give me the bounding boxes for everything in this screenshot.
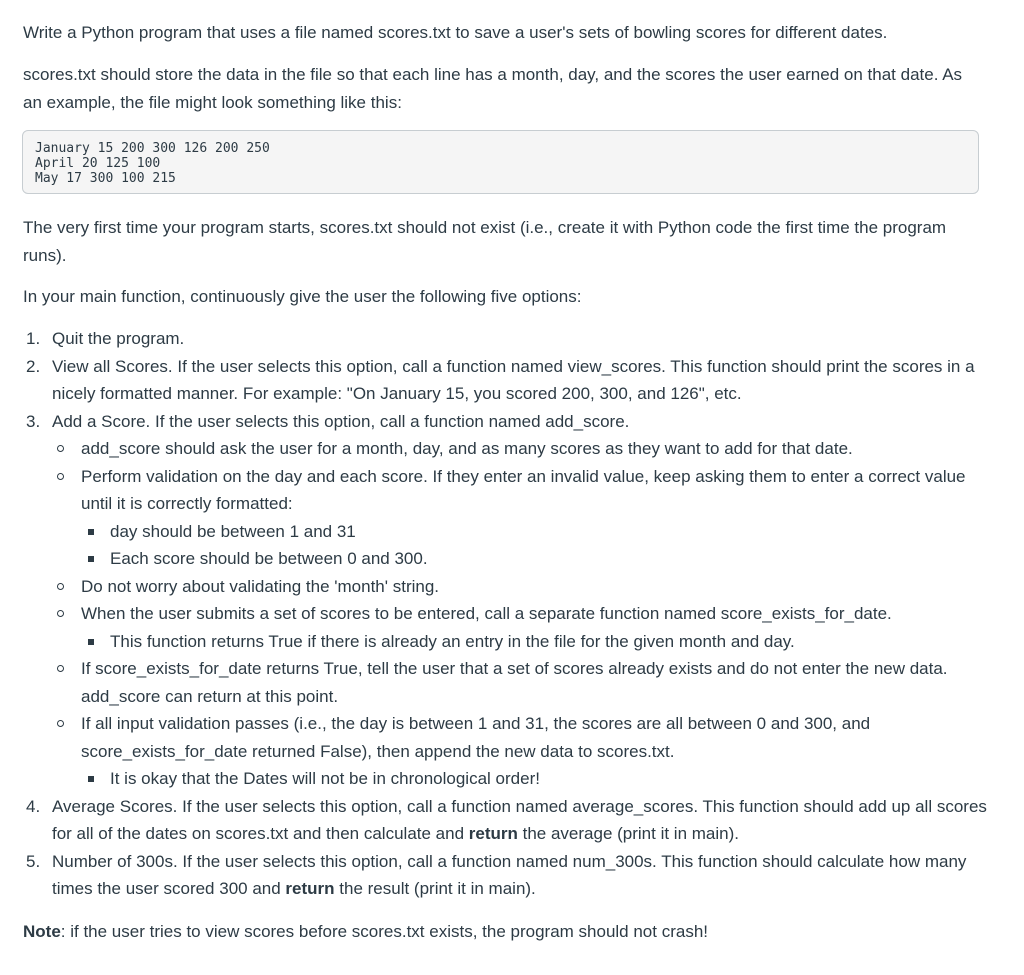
- sub-item: Do not worry about validating the 'month' string.: [52, 573, 994, 601]
- sub-item: When the user submits a set of scores to be entered, call a separate function named score_exists_for_date. This function returns True if there is already an entry in the file for the given month and day.: [52, 600, 994, 655]
- add-score-details: [52, 435, 994, 793]
- file-description-paragraph: scores.txt should store the data in the file so that each line has a month, day, and the scores the user earned on that date. As an example, the file might look something like this:: [23, 65, 963, 112]
- sub-sub-item: It is okay that the Dates will not be in chronological order!: [81, 765, 994, 793]
- circle-bullet-icon: [57, 665, 64, 672]
- sub-item: Perform validation on the day and each score. If they enter an invalid value, keep asking them to enter a correct value until it is correctly formatted: day should be between 1 and 31 Each score should be between 0 and 300.: [52, 463, 994, 573]
- note-paragraph: [23, 918, 984, 946]
- code-line: January 15 200 300 126 200 250: [35, 141, 270, 156]
- sub-sub-item: Each score should be between 0 and 300.: [81, 545, 994, 573]
- option-text: Quit the program.: [52, 329, 185, 348]
- option-quit: [23, 325, 994, 353]
- option-add-score: [23, 408, 994, 793]
- square-bullet-icon: [88, 556, 94, 562]
- sub-sub-item: This function returns True if there is already an entry in the file for the given month and day.: [81, 628, 994, 656]
- intro-paragraph: Write a Python program that uses a file named scores.txt to save a user's sets of bowling scores for different dates.: [23, 23, 888, 42]
- note-label: Note: [23, 922, 61, 941]
- circle-bullet-icon: [57, 583, 64, 590]
- option-number: 5.: [26, 851, 41, 871]
- sub-item: If score_exists_for_date returns True, tell the user that a set of scores already exists and do not enter the new data. add_score can return at this point.: [52, 655, 994, 710]
- first-run-paragraph: The very first time your program starts, scores.txt should not exist (i.e., create it with Python code the first time the program runs).: [23, 218, 947, 265]
- option-average-scores: 4. Average Scores. If the user selects this option, call a function named average_scores. This function should add up all scores for all of the dates on scores.txt and then calculate and return the average (print it in main).: [23, 793, 994, 848]
- square-bullet-icon: [88, 776, 94, 782]
- validation-rules: [81, 518, 994, 573]
- append-details: [81, 765, 994, 793]
- sub-item: If all input validation passes (i.e., the day is between 1 and 31, the scores are all between 0 and 300, and score_exists_for_date returned False), then append the new data to scores.txt. It is okay that the Dates will not be in chronological order!: [52, 710, 994, 793]
- score-exists-details: [81, 628, 994, 656]
- option-number: 1.: [26, 329, 41, 348]
- option-number: 4.: [26, 796, 41, 816]
- main-function-intro: In your main function, continuously give the user the following five options:: [23, 287, 582, 306]
- circle-bullet-icon: [57, 473, 64, 480]
- code-line: May 17 300 100 215: [35, 171, 176, 186]
- code-line: April 20 125 100: [35, 156, 161, 171]
- option-text: View all Scores. If the user selects this option, call a function named view_scores. This function should print the scores in a nicely formatted manner. For example: "On January 15, you scored 200, 300, and 126", etc.: [52, 356, 975, 403]
- option-number: 3.: [26, 411, 41, 431]
- sub-item: add_score should ask the user for a month, day, and as many scores as they want to add for that date.: [52, 435, 994, 463]
- circle-bullet-icon: [57, 720, 64, 727]
- note-text: : if the user tries to view scores before scores.txt exists, the program should not crash!: [60, 922, 709, 941]
- square-bullet-icon: [88, 529, 94, 535]
- sub-sub-item: day should be between 1 and 31: [81, 518, 994, 546]
- option-view-scores: [23, 353, 994, 408]
- option-num-300s: 5. Number of 300s. If the user selects this option, call a function named num_300s. This function should calculate how many times the user scored 300 and return the result (print it in main).: [23, 848, 994, 903]
- circle-bullet-icon: [57, 445, 64, 452]
- option-number: 2.: [26, 356, 41, 376]
- bold-return: return: [468, 824, 518, 843]
- square-bullet-icon: [88, 639, 94, 645]
- bold-return: return: [285, 879, 335, 898]
- option-text: Add a Score. If the user selects this option, call a function named add_score.: [52, 411, 630, 431]
- example-file-code-block: [22, 130, 979, 194]
- options-list: [23, 325, 994, 903]
- circle-bullet-icon: [57, 610, 64, 617]
